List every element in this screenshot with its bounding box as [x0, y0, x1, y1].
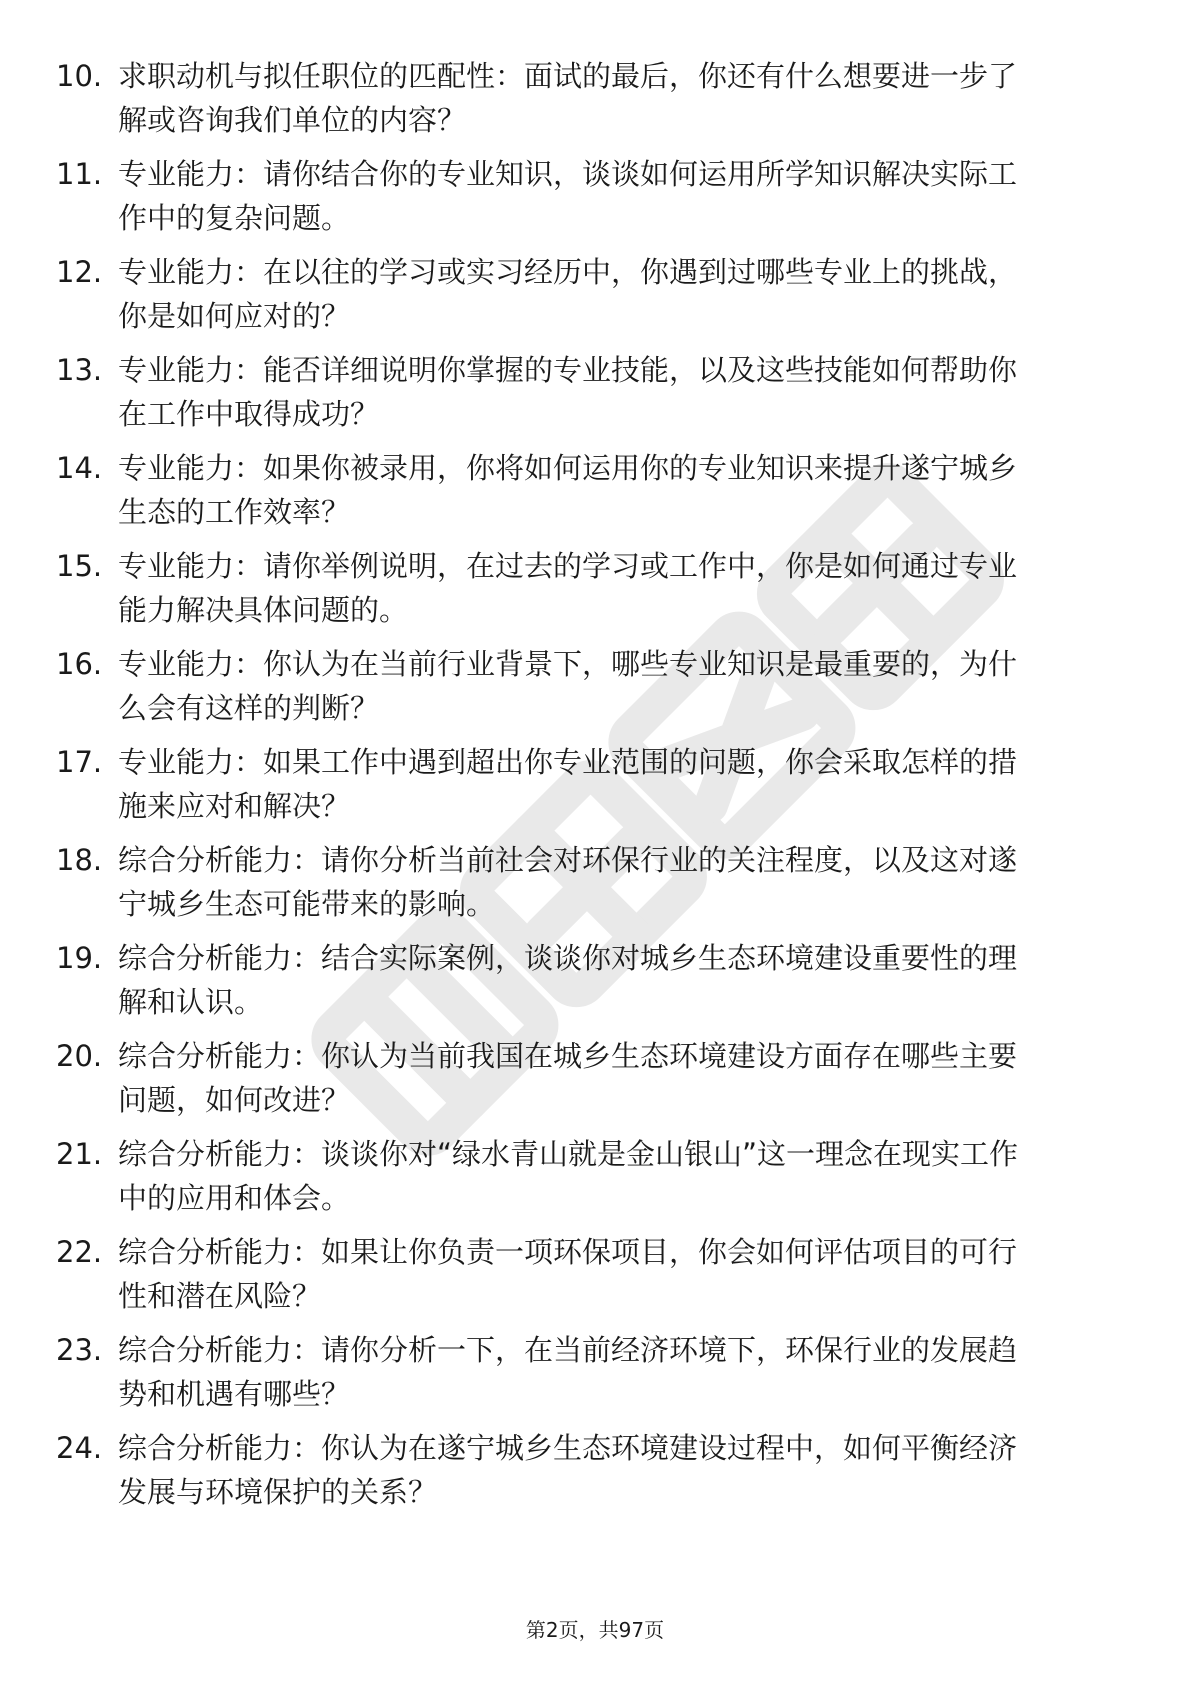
- question-number: 18.: [56, 843, 103, 877]
- question-text: 综合分析能力：谈谈你对“绿水青山就是金山银山”这一理念在现实工作中的应用和体会。: [118, 1137, 1019, 1215]
- question-number: 22.: [56, 1235, 103, 1269]
- question-text: 专业能力：能否详细说明你掌握的专业技能，以及这些技能如何帮助你在工作中取得成功？: [118, 353, 1018, 431]
- question-item: [0, 1228, 1190, 1326]
- question-item: [0, 1032, 1190, 1130]
- question-item: [0, 1130, 1190, 1228]
- question-text: 专业能力：请你结合你的专业知识，谈谈如何运用所学知识解决实际工作中的复杂问题。: [118, 157, 1018, 235]
- question-text: 综合分析能力：如果让你负责一项环保项目，你会如何评估项目的可行性和潜在风险？: [118, 1235, 1018, 1313]
- question-number: 19.: [56, 941, 103, 975]
- question-item: [0, 542, 1190, 640]
- question-item: [0, 738, 1190, 836]
- question-item: [0, 836, 1190, 934]
- question-item: [0, 444, 1190, 542]
- question-text: 综合分析能力：请你分析当前社会对环保行业的关注程度，以及这对遂宁城乡生态可能带来的影响。: [118, 843, 1018, 921]
- question-number: 20.: [56, 1039, 103, 1073]
- question-number: 21.: [56, 1137, 103, 1171]
- question-text: 综合分析能力：结合实际案例，谈谈你对城乡生态环境建设重要性的理解和认识。: [118, 941, 1018, 1019]
- question-item: [0, 248, 1190, 346]
- question-text: 专业能力：如果你被录用，你将如何运用你的专业知识来提升遂宁城乡生态的工作效率？: [118, 451, 1018, 529]
- question-item: [0, 346, 1190, 444]
- question-number: 23.: [56, 1333, 103, 1367]
- question-number: 15.: [56, 549, 103, 583]
- page-number-footer: 第2页，共97页: [525, 1618, 665, 1642]
- question-text: 专业能力：你认为在当前行业背景下，哪些专业知识是最重要的，为什么会有这样的判断？: [118, 647, 1018, 725]
- question-text: 求职动机与拟任职位的匹配性：面试的最后，你还有什么想要进一步了解或咨询我们单位的内容？: [118, 59, 1018, 137]
- question-item: [0, 150, 1190, 248]
- question-item: [0, 1326, 1190, 1424]
- question-number: 10.: [56, 59, 103, 93]
- question-number: 14.: [56, 451, 103, 485]
- question-text: 综合分析能力：你认为在遂宁城乡生态环境建设过程中，如何平衡经济发展与环境保护的关系？: [118, 1431, 1018, 1509]
- question-number: 17.: [56, 745, 103, 779]
- question-number: 11.: [56, 157, 103, 191]
- question-item: [0, 934, 1190, 1032]
- question-text: 专业能力：如果工作中遇到超出你专业范围的问题，你会采取怎样的措施来应对和解决？: [118, 745, 1018, 823]
- question-number: 24.: [56, 1431, 103, 1465]
- question-text: 综合分析能力：你认为当前我国在城乡生态环境建设方面存在哪些主要问题，如何改进？: [118, 1039, 1018, 1117]
- question-item: [0, 52, 1190, 150]
- question-item: [0, 640, 1190, 738]
- question-text: 专业能力：请你举例说明，在过去的学习或工作中，你是如何通过专业能力解决具体问题的。: [118, 549, 1018, 627]
- question-number: 16.: [56, 647, 103, 681]
- question-text: 综合分析能力：请你分析一下，在当前经济环境下，环保行业的发展趋势和机遇有哪些？: [118, 1333, 1018, 1411]
- question-number: 13.: [56, 353, 103, 387]
- question-number: 12.: [56, 255, 103, 289]
- question-text: 专业能力：在以往的学习或实习经历中，你遇到过哪些专业上的挑战，你是如何应对的？: [118, 255, 1018, 333]
- question-item: [0, 1424, 1190, 1522]
- question-list: [0, 52, 1190, 1522]
